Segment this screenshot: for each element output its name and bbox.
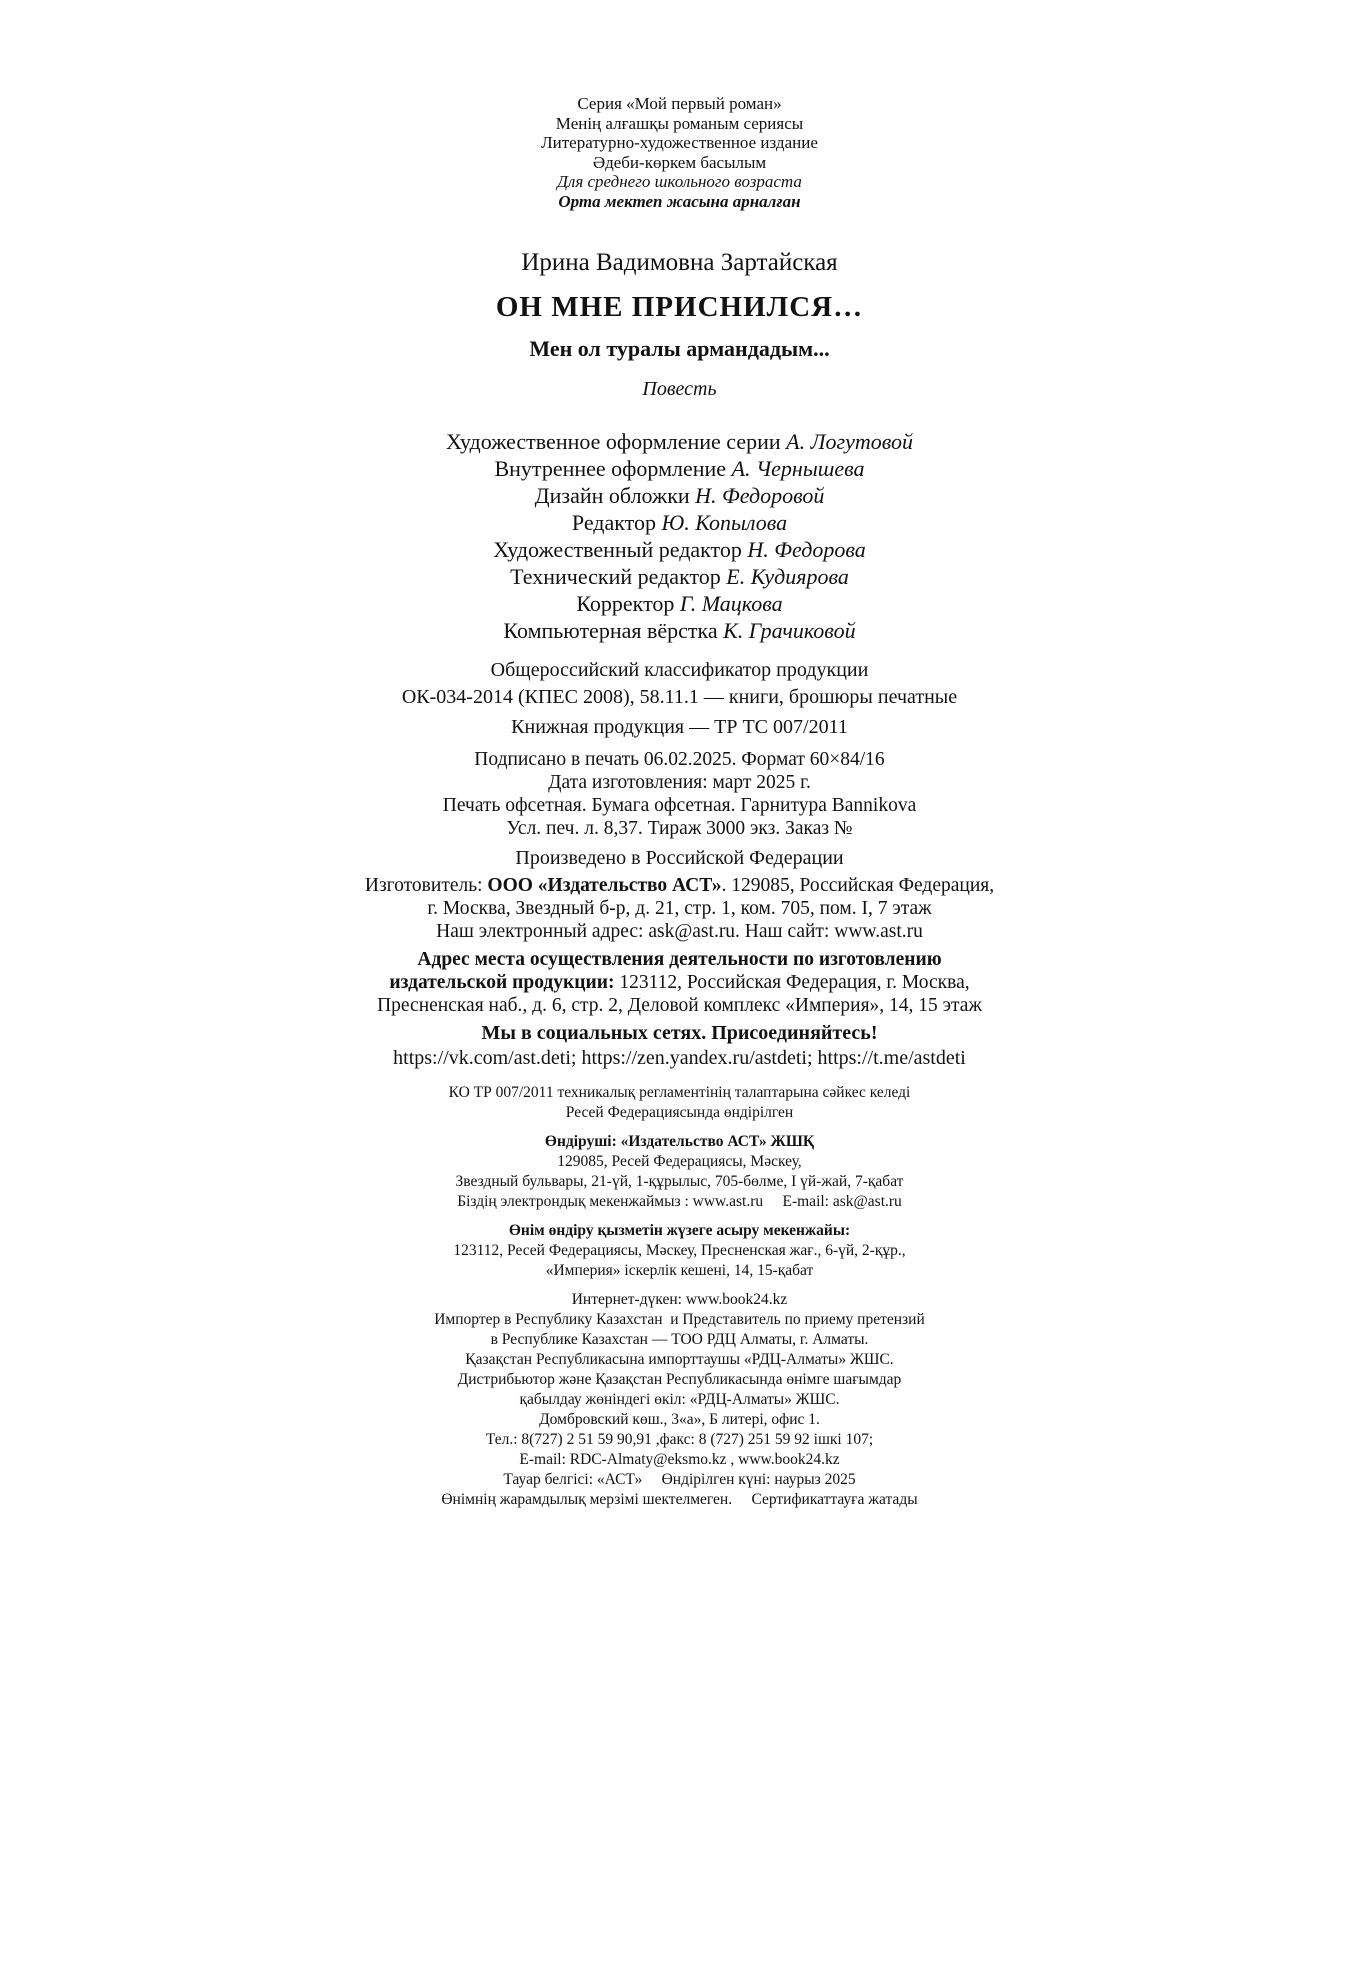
credit-person: Е. Кудиярова <box>726 564 849 589</box>
kz-compliance-line-2: Ресей Федерациясында өндірілген <box>565 1104 794 1121</box>
kz-importer-line-2: в Республике Казахстан — ТОО РДЦ Алматы, г. Алматы. <box>490 1331 869 1348</box>
kz-activity-line-2: «Империя» іскерлік кешені, 14, 15-қабат <box>545 1262 814 1279</box>
trts-line: Книжная продукция — ТР ТС 007/2011 <box>511 716 848 738</box>
kz-trademark-line: Тауар белгісі: «АСТ» Өндірілген күні: наурыз 2025 <box>503 1471 856 1488</box>
kz-online-shop-line: Интернет-дүкен: www.book24.kz <box>571 1291 788 1308</box>
credit-role: Внутреннее оформление <box>494 456 727 481</box>
classifier-block <box>0 657 1359 711</box>
credit-person: А. Чернышева <box>731 456 865 481</box>
manufacturer-contacts-line: Наш электронный адрес: ask@ast.ru. Наш сайт: www.ast.ru <box>436 921 923 942</box>
activity-address-line-3: Пресненская наб., д. 6, стр. 2, Деловой комплекс «Империя», 14, 15 этаж <box>377 995 982 1016</box>
credit-row <box>0 482 1359 509</box>
kz-activity-line-1: 123112, Ресей Федерациясы, Мәскеу, Пресненская жағ., 6-үй, 2-құр., <box>453 1242 906 1259</box>
activity-address-line-2 <box>0 971 1359 994</box>
kz-producer-block <box>0 1132 1359 1212</box>
manufacturer-name: ООО «Издательство АСТ» <box>487 875 722 896</box>
social-block <box>0 1021 1359 1070</box>
print-run-line: Усл. печ. л. 8,37. Тираж 3000 экз. Заказ № <box>506 818 853 839</box>
activity-address-line-1: Адрес места осуществления деятельности по изготовлению <box>417 949 942 970</box>
kz-activity-heading: Өнім өндіру қызметін жүзеге асыру мекенжайы: <box>508 1222 851 1239</box>
kz-importer-line-8: E-mail: RDC-Almaty@eksmo.kz , www.book24.kz <box>519 1451 840 1468</box>
credit-row <box>0 563 1359 590</box>
made-in-line: Произведено в Российской Федерации <box>515 847 844 869</box>
activity-address-bold-part: издательской продукции: <box>389 972 615 993</box>
kz-importer-line-7: Тел.: 8(727) 2 51 59 90,91 ,факс: 8 (727) 251 59 92 ішкі 107; <box>485 1431 874 1448</box>
kz-producer-heading: Өндіруші: «Издательство АСТ» ЖШҚ <box>544 1133 815 1150</box>
kz-importer-line-4: Дистрибьютор және Қазақстан Республикасында өнімге шағымдар <box>457 1371 902 1388</box>
manufacturer-address-line: г. Москва, Звездный б-р, д. 21, стр. 1, ком. 705, пом. I, 7 этаж <box>427 898 932 919</box>
credit-person: Н. Федоровой <box>695 483 825 508</box>
classifier-line-1: Общероссийский классификатор продукции <box>490 659 869 681</box>
genre-label: Повесть <box>642 378 717 400</box>
manufacturer-prefix: Изготовитель: <box>364 875 483 896</box>
print-date-line: Подписано в печать 06.02.2025. Формат 60×84/16 <box>474 749 885 770</box>
series-line-kz: Менің алғашқы романым сериясы <box>555 113 804 133</box>
kz-compliance-line-1: КО ТР 007/2011 техникалық регламентінің талаптарына сәйкес келеді <box>448 1084 911 1101</box>
credit-row <box>0 509 1359 536</box>
manufacturer-suffix: . 129085, Российская Федерация, <box>721 875 995 896</box>
kz-shelf-life-line: Өнімнің жарамдылық мерзімі шектелмеген. Сертификаттауға жатады <box>441 1491 918 1508</box>
credit-role: Художественный редактор <box>493 537 742 562</box>
credit-person: Ю. Копылова <box>661 510 788 535</box>
series-header-block <box>0 94 1359 211</box>
kz-importer-block <box>0 1290 1359 1510</box>
credit-row <box>0 536 1359 563</box>
classifier-line-2: ОК-034-2014 (КПЕС 2008), 58.11.1 — книги, брошюры печатные <box>401 686 958 708</box>
kz-producer-line-2: Звездный бульвары, 21-үй, 1-құрылыс, 705-бөлме, I үй-жай, 7-қабат <box>455 1173 904 1190</box>
credit-person: А. Логутовой <box>786 429 913 454</box>
kz-activity-block <box>0 1221 1359 1281</box>
kz-importer-line-3: Қазақстан Республикасына импорттаушы «РДЦ-Алматы» ЖШС. <box>465 1351 894 1368</box>
age-line-kz: Орта мектеп жасына арналған <box>558 191 801 211</box>
activity-address-block <box>0 948 1359 1017</box>
credit-person: Н. Федорова <box>747 537 866 562</box>
kz-producer-line-3: Біздің электрондық мекенжаймыз : www.ast.ru E-mail: ask@ast.ru <box>457 1193 902 1210</box>
credit-row <box>0 590 1359 617</box>
kz-importer-line-5: қабылдау жөніндегі өкіл: «РДЦ-Алматы» ЖШС. <box>519 1391 840 1408</box>
credit-role: Компьютерная вёрстка <box>503 618 718 643</box>
kz-compliance-block <box>0 1083 1359 1123</box>
credit-row <box>0 455 1359 482</box>
credit-row <box>0 428 1359 455</box>
book-title-kz: Мен ол туралы армандадым... <box>529 336 830 361</box>
social-links-line: https://vk.com/ast.deti; https://zen.yandex.ru/astdeti; https://t.me/astdeti <box>393 1047 966 1069</box>
social-heading: Мы в социальных сетях. Присоединяйтесь! <box>481 1022 878 1044</box>
series-line-ru: Серия «Мой первый роман» <box>577 94 782 113</box>
manufacture-date-line: Дата изготовления: март 2025 г. <box>548 772 811 793</box>
author-name: Ирина Вадимовна Зартайская <box>521 249 838 276</box>
credit-role: Технический редактор <box>510 564 721 589</box>
credit-role: Корректор <box>576 591 675 616</box>
credit-person: К. Грачиковой <box>723 618 856 643</box>
credit-role: Редактор <box>571 510 656 535</box>
credit-role: Художественное оформление серии <box>445 429 781 454</box>
kz-producer-line-1: 129085, Ресей Федерациясы, Мәскеу, <box>557 1153 802 1170</box>
print-info-block <box>0 748 1359 840</box>
activity-address-normal-part: 123112, Российская Федерация, г. Москва, <box>619 972 970 993</box>
credit-row <box>0 617 1359 644</box>
kz-importer-line-6: Домбровский көш., 3«а», Б литері, офис 1. <box>539 1411 820 1428</box>
book-title: ОН МНЕ ПРИСНИЛСЯ… <box>495 291 864 323</box>
kz-importer-line-1: Импортер в Республику Казахстан и Представитель по приему претензий <box>434 1311 925 1328</box>
manufacturer-line-1 <box>0 874 1359 897</box>
credit-role: Дизайн обложки <box>534 483 690 508</box>
print-type-line: Печать офсетная. Бумага офсетная. Гарнитура Bannikova <box>442 795 917 816</box>
edition-line-kz: Әдеби-көркем басылым <box>592 152 767 172</box>
age-line-ru: Для среднего школьного возраста <box>557 172 802 191</box>
edition-line-ru: Литературно-художественное издание <box>541 133 818 152</box>
credits-block <box>0 428 1359 644</box>
manufacturer-block <box>0 874 1359 943</box>
credit-person: Г. Мацкова <box>679 591 783 616</box>
